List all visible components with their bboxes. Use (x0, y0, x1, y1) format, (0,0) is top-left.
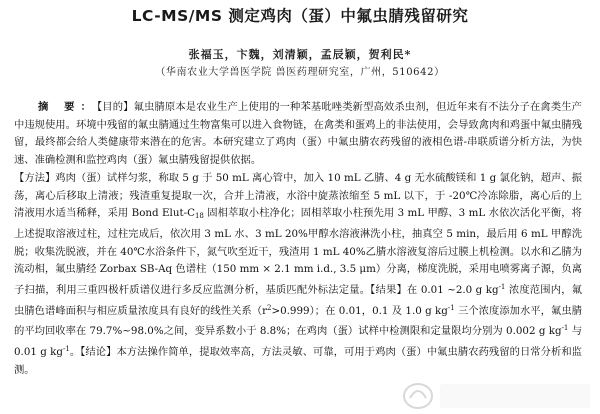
abstract-recovery-text: 三个浓度添加水平，氟虫腈的平均回收率在 79.7%~98.0%之间，变异系数小于 8.8%；在鸡肉（蛋）试样中检测限和定量限均分别为 0.002 g kg (14, 304, 582, 338)
superscript-unit: -1 (63, 345, 70, 354)
abstract-methods-text: 【方法】鸡肉（蛋）试样匀浆，称取 5 g 于 50 mL 离心管中，加入 10 mL 乙腈、4 g 无水硫酸镁和 1 g 氯化钠，超声、振荡，离心后移取上清液；残渣重复提取一次，合并上清液，水浴中旋蒸浓缩至 5 mL 以下，于 -20℃冷冻除脂，离心后的上清液用水适当稀释，采用 Bond Elut-C (14, 171, 582, 220)
affiliation: （华南农业大学兽医学院 兽医药理研究室，广州，510642） (155, 67, 445, 78)
abstract-paragraph-1 (14, 99, 582, 170)
abstract-objective-text: 【目的】氟虫腈原本是农业生产上使用的一种苯基吡唑类新型高效杀虫剂，但近年来有不法分子在禽类生产中违规使用。环境中残留的氟虫腈通过生物富集可以进入食物链，在禽类和蛋鸡上的非法使用，会导致禽肉和鸡蛋中氟虫腈残留，最终都会给人类健康带来潜在的危害。本研究建立了鸡肉（蛋）中氟虫腈农药残留的液相色谱-串联质谱分析方法，为快速、准确检测和监控鸡肉（蛋）氟虫腈残留提供依据。 (14, 101, 582, 167)
superscript-unit: -1 (561, 324, 569, 333)
superscript-unit: -1 (447, 303, 455, 312)
abstract-conclusion-text: 。【结论】本方法操作简单，提取效率高，方法灵敏、可靠，可用于鸡肉（蛋）中氟虫腈农药残留的日常分析和监测。 (14, 346, 582, 376)
site-watermark-logo (396, 376, 596, 412)
superscript-unit: -1 (498, 283, 506, 292)
abstract-paragraph-2 (14, 170, 582, 380)
abstract-label: 摘 要： (38, 101, 98, 113)
superscript-r-squared: 2 (267, 303, 272, 312)
subscript-18: 18 (194, 212, 204, 221)
abstract-results-text-cont: >0.999）；在 0.01，0.1 及 1.0 g kg (271, 304, 448, 317)
paper-title: LC-MS/MS 测定鸡肉（蛋）中氟虫腈残留研究 (131, 7, 469, 25)
abstract-loq-text: 与 0.01 g kg (14, 325, 582, 359)
abstract-results-text: 浓度范围内，氟虫腈色谱峰面积与相应质量浓度具有良好的线性关系（r (14, 284, 582, 317)
author-list: 张福玉，卞魏，刘清颖，孟辰颖，贺利民* (188, 48, 412, 61)
abstract-methods-text-cont: 固相萃取小柱净化；固相萃取小柱预先用 3 mL 甲醇、3 mL 水依次活化平衡，将上述提取溶液过柱，过柱完成后，依次用 3 mL 水、3 mL 20%甲醇水溶液淋洗小柱，抽真空 5 min，最后用 6 mL 甲醇洗脱；收集洗脱液，并在 40℃水浴条件下，氮气吹至近干，残渣用 1 mL 40%乙腈水溶液复溶后过膜上机检测。以水和乙腈为流动相，氟虫腈经 Zorbax SB-Aq 色谱柱（150 mm × 2.1 mm i.d., 3.5 μm）分离，梯度洗脱，采用电喷雾离子源，负离子扫描，利用三重四极杆质谱仪进行多反应监测分析，基质匹配外标法定量。【结果】在 0.01 ~2.0 g kg (14, 207, 582, 297)
abstract-body (14, 99, 582, 380)
